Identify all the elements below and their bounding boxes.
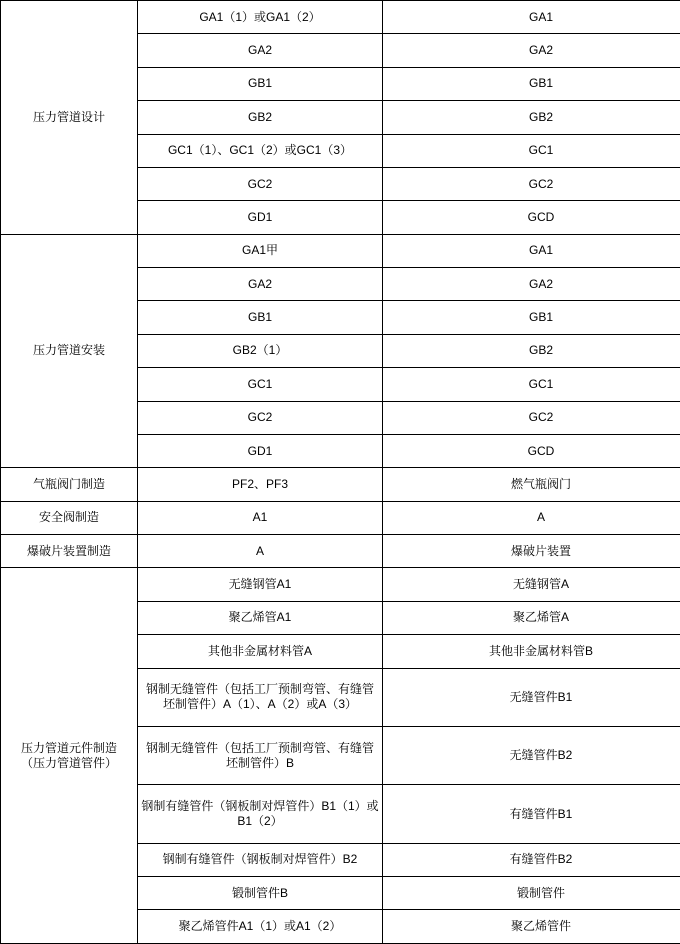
item-code-cell: GC2 xyxy=(138,167,383,200)
category-cell-safety-valve: 安全阀制造 xyxy=(1,501,138,534)
table-row xyxy=(1,535,680,568)
item-name-cell: 锻制管件 xyxy=(383,877,680,910)
category-cell-cylinder-valve: 气瓶阀门制造 xyxy=(1,468,138,501)
table-row xyxy=(1,468,680,501)
item-name-cell: GC2 xyxy=(383,401,680,434)
item-code-cell: GB1 xyxy=(138,301,383,334)
item-code-cell: 无缝钢管A1 xyxy=(138,568,383,601)
category-cell-rupture-disc: 爆破片装置制造 xyxy=(1,535,138,568)
item-code-cell: 其他非金属材料管A xyxy=(138,635,383,668)
item-code-cell: GD1 xyxy=(138,201,383,234)
item-name-cell: 有缝管件B2 xyxy=(383,843,680,876)
item-code-cell: GA1（1）或GA1（2） xyxy=(138,1,383,34)
item-code-cell: PF2、PF3 xyxy=(138,468,383,501)
item-name-cell: GCD xyxy=(383,201,680,234)
item-name-cell: 无缝管件B2 xyxy=(383,726,680,784)
item-code-cell: GB2（1） xyxy=(138,334,383,367)
table-row xyxy=(1,234,680,267)
item-name-cell: 无缝管件B1 xyxy=(383,668,680,726)
table-row xyxy=(1,1,680,34)
item-code-cell: GC1（1）、GC1（2）或GC1（3） xyxy=(138,134,383,167)
item-name-cell: GA2 xyxy=(383,34,680,67)
item-name-cell: 聚乙烯管A xyxy=(383,601,680,634)
category-cell-pipe-components xyxy=(1,568,138,944)
item-name-cell: GC2 xyxy=(383,167,680,200)
item-name-cell: GC1 xyxy=(383,134,680,167)
category-cell-design: 压力管道设计 xyxy=(1,1,138,235)
item-code-cell: 钢制有缝管件（钢板制对焊管件）B1（1）或B1（2） xyxy=(138,785,383,843)
item-name-cell: A xyxy=(383,501,680,534)
item-code-cell: A1 xyxy=(138,501,383,534)
table-body xyxy=(1,1,680,944)
item-name-cell: GB1 xyxy=(383,301,680,334)
item-code-cell: GB1 xyxy=(138,67,383,100)
item-name-cell: 有缝管件B1 xyxy=(383,785,680,843)
item-name-cell: GB2 xyxy=(383,101,680,134)
item-name-cell: 无缝钢管A xyxy=(383,568,680,601)
table-row xyxy=(1,501,680,534)
item-name-cell: 聚乙烯管件 xyxy=(383,910,680,944)
item-name-cell: GB2 xyxy=(383,334,680,367)
item-code-cell: 锻制管件B xyxy=(138,877,383,910)
item-name-cell: GA1 xyxy=(383,234,680,267)
item-code-cell: GD1 xyxy=(138,434,383,467)
category-line-2: （压力管道管件） xyxy=(20,755,117,770)
item-name-cell: GCD xyxy=(383,434,680,467)
item-code-cell: 钢制无缝管件（包括工厂预制弯管、有缝管坯制管件）B xyxy=(138,726,383,784)
item-code-cell: A xyxy=(138,535,383,568)
item-code-cell: GA1甲 xyxy=(138,234,383,267)
item-name-cell: GA2 xyxy=(383,268,680,301)
category-line-1: 压力管道元件制造 xyxy=(20,740,117,755)
item-code-cell: 钢制无缝管件（包括工厂预制弯管、有缝管坯制管件）A（1）、A（2）或A（3） xyxy=(138,668,383,726)
item-code-cell: 聚乙烯管A1 xyxy=(138,601,383,634)
item-code-cell: 钢制有缝管件（钢板制对焊管件）B2 xyxy=(138,843,383,876)
item-code-cell: GC2 xyxy=(138,401,383,434)
item-name-cell: GC1 xyxy=(383,368,680,401)
category-cell-installation: 压力管道安装 xyxy=(1,234,138,468)
item-name-cell: 爆破片装置 xyxy=(383,535,680,568)
item-name-cell: GB1 xyxy=(383,67,680,100)
item-name-cell: 其他非金属材料管B xyxy=(383,635,680,668)
item-code-cell: 聚乙烯管件A1（1）或A1（2） xyxy=(138,910,383,944)
table-row xyxy=(1,568,680,601)
item-code-cell: GB2 xyxy=(138,101,383,134)
item-name-cell: GA1 xyxy=(383,1,680,34)
item-code-cell: GA2 xyxy=(138,268,383,301)
item-code-cell: GC1 xyxy=(138,368,383,401)
item-code-cell: GA2 xyxy=(138,34,383,67)
item-name-cell: 燃气瓶阀门 xyxy=(383,468,680,501)
